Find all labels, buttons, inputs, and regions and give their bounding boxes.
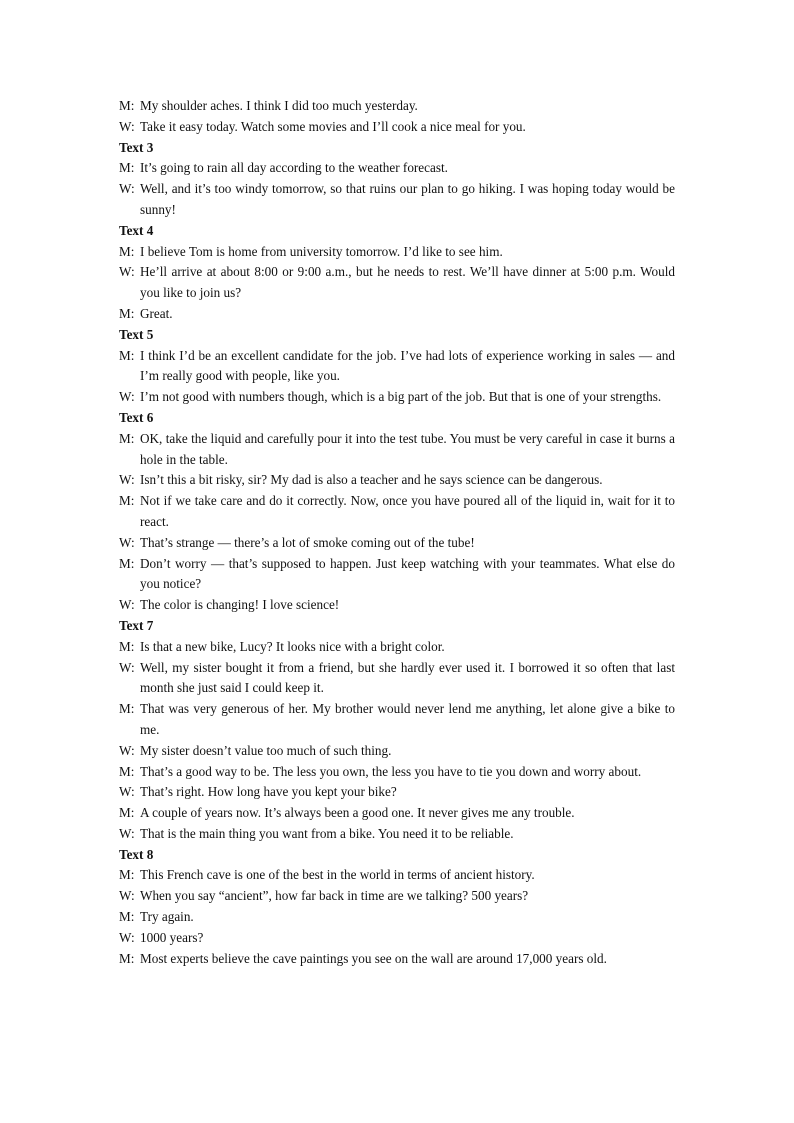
- speaker-label: W:: [119, 264, 135, 280]
- dialogue-line: [119, 782, 675, 803]
- dialogue-line: [119, 886, 675, 907]
- dialogue-text: When you say “ancient”, how far back in time are we talking? 500 years?: [140, 888, 529, 904]
- speaker-label: W:: [119, 118, 135, 134]
- speaker-label: M:: [119, 909, 135, 925]
- speaker-label: M:: [119, 867, 135, 883]
- dialogue-text: Not if we take care and do it correctly. Now, once you have poured all of the liquid in, wait for it to react.: [140, 493, 675, 529]
- dialogue-text: Is that a new bike, Lucy? It looks nice with a bright color.: [140, 638, 445, 654]
- speaker-label: M:: [119, 430, 135, 446]
- dialogue-text: He’ll arrive at about 8:00 or 9:00 a.m., but he needs to rest. We’ll have dinner at 5:00 p.m. Would you like to join us?: [140, 264, 675, 301]
- speaker-label: M:: [119, 243, 135, 259]
- dialogue-line: [119, 554, 675, 596]
- dialogue-text: Great.: [140, 305, 173, 321]
- dialogue-text: It’s going to rain all day according to the weather forecast.: [140, 160, 448, 176]
- dialogue-text: This French cave is one of the best in the world in terms of ancient history.: [140, 867, 535, 883]
- speaker-label: W:: [119, 181, 135, 197]
- section-heading: Text 4: [119, 222, 154, 238]
- dialogue-line: [119, 179, 675, 221]
- dialogue-text: 1000 years?: [140, 929, 204, 945]
- dialogue-line: [119, 533, 675, 554]
- dialogue-line: [119, 699, 675, 741]
- speaker-label: M:: [119, 805, 135, 821]
- speaker-label: W:: [119, 888, 135, 904]
- section-heading: Text 8: [119, 846, 154, 862]
- dialogue-text: The color is changing! I love science!: [140, 597, 340, 613]
- dialogue-line: [119, 824, 675, 845]
- dialogue-text: I believe Tom is home from university tomorrow. I’d like to see him.: [140, 243, 503, 259]
- section-heading: Text 3: [119, 139, 154, 155]
- dialogue-line: [119, 262, 675, 304]
- speaker-label: W:: [119, 389, 135, 405]
- speaker-label: M:: [119, 555, 135, 571]
- speaker-label: W:: [119, 825, 135, 841]
- dialogue-line: [119, 387, 675, 408]
- speaker-label: W:: [119, 929, 135, 945]
- dialogue-line: [119, 658, 675, 700]
- speaker-label: M:: [119, 950, 135, 966]
- section-heading: Text 7: [119, 617, 154, 633]
- dialogue-text: That was very generous of her. My brother would never lend me anything, let alone give a bike to me.: [140, 701, 675, 737]
- dialogue-text: Don’t worry — that’s supposed to happen. Just keep watching with your teammates. What else do you notice?: [140, 555, 675, 592]
- dialogue-text: Isn’t this a bit risky, sir? My dad is also a teacher and he says science can be dangerous.: [140, 472, 603, 488]
- dialogue-text: A couple of years now. It’s always been a good one. It never gives me any trouble.: [140, 805, 575, 821]
- dialogue-line: [119, 637, 675, 658]
- dialogue-line: [119, 907, 675, 928]
- speaker-label: W:: [119, 597, 135, 613]
- section-heading: Text 6: [119, 409, 154, 425]
- speaker-label: M:: [119, 701, 135, 717]
- speaker-label: M:: [119, 638, 135, 654]
- dialogue-text: OK, take the liquid and carefully pour it into the test tube. You must be very careful in case it burns a hole in the table.: [140, 430, 675, 467]
- dialogue-line: [119, 595, 675, 616]
- speaker-label: M:: [119, 763, 135, 779]
- dialogue-text: Well, and it’s too windy tomorrow, so that ruins our plan to go hiking. I was hoping today would be sunny!: [140, 181, 675, 217]
- dialogue-text: That’s strange — there’s a lot of smoke coming out of the tube!: [140, 534, 475, 550]
- dialogue-text: That is the main thing you want from a bike. You need it to be reliable.: [140, 825, 514, 841]
- dialogue-line: [119, 158, 675, 179]
- dialogue-line: [119, 741, 675, 762]
- transcript-page: [119, 96, 675, 969]
- speaker-label: W:: [119, 742, 135, 758]
- dialogue-text: I think I’d be an excellent candidate for the job. I’ve had lots of experience working in sales — and I’m really good with people, like you.: [140, 347, 675, 384]
- speaker-label: M:: [119, 98, 135, 113]
- dialogue-text: Most experts believe the cave paintings you see on the wall are around 17,000 years old.: [140, 950, 607, 966]
- dialogue-line: [119, 949, 675, 970]
- speaker-label: W:: [119, 534, 135, 550]
- dialogue-line: [119, 491, 675, 533]
- dialogue-text: Take it easy today. Watch some movies and I’ll cook a nice meal for you.: [140, 118, 526, 134]
- section-heading: Text 5: [119, 326, 154, 342]
- dialogue-line: [119, 96, 675, 117]
- dialogue-text: My shoulder aches. I think I did too much yesterday.: [140, 98, 418, 113]
- dialogue-line: [119, 346, 675, 388]
- dialogue-line: [119, 429, 675, 471]
- speaker-label: W:: [119, 472, 135, 488]
- dialogue-line: [119, 928, 675, 949]
- dialogue-line: [119, 470, 675, 491]
- dialogue-line: [119, 762, 675, 783]
- dialogue-line: [119, 865, 675, 886]
- speaker-label: M:: [119, 160, 135, 176]
- speaker-label: M:: [119, 493, 135, 509]
- dialogue-text: My sister doesn’t value too much of such thing.: [140, 742, 392, 758]
- speaker-label: W:: [119, 784, 135, 800]
- dialogue-text: I’m not good with numbers though, which is a big part of the job. But that is one of your strengths.: [140, 389, 662, 405]
- speaker-label: M:: [119, 347, 135, 363]
- dialogue-line: [119, 242, 675, 263]
- dialogue-text: Try again.: [140, 909, 194, 925]
- speaker-label: W:: [119, 659, 135, 675]
- dialogue-line: [119, 304, 675, 325]
- dialogue-line: [119, 803, 675, 824]
- dialogue-text: That’s right. How long have you kept your bike?: [140, 784, 397, 800]
- speaker-label: M:: [119, 305, 135, 321]
- dialogue-text: That’s a good way to be. The less you own, the less you have to tie you down and worry about.: [140, 763, 642, 779]
- dialogue-text: Well, my sister bought it from a friend, but she hardly ever used it. I borrowed it so often that last month she just said I could keep it.: [140, 659, 675, 696]
- dialogue-line: [119, 117, 675, 138]
